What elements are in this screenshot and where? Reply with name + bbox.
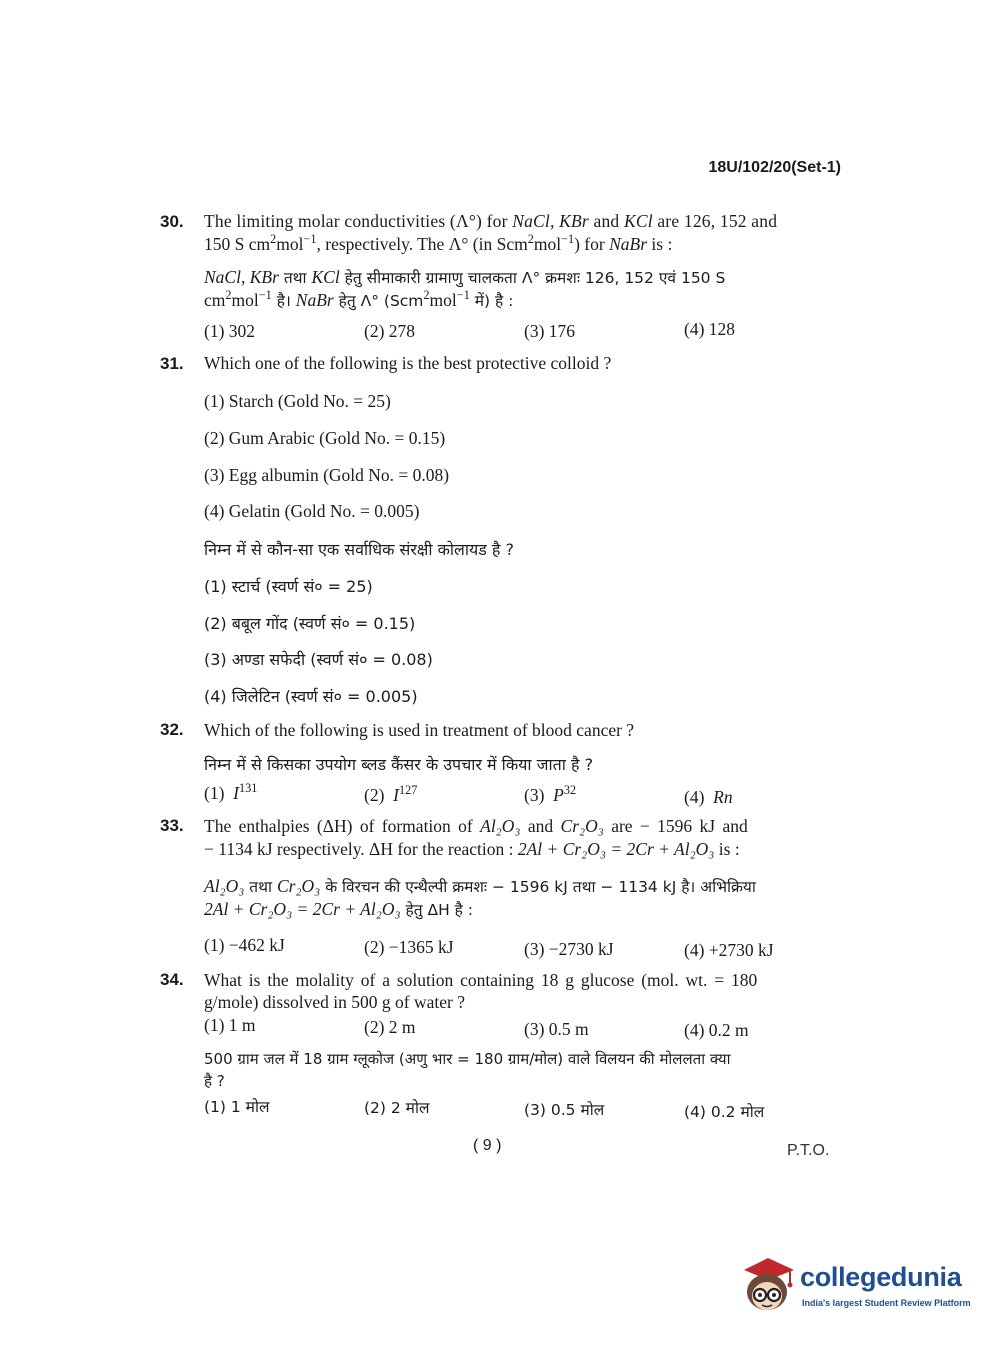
q34-english-line-1: What is the molality of a solution containing 18 g glucose (mol. wt. = 180 [204,970,758,990]
q30-english-line-1: The limiting molar conductivities (Λ°) for NaCl, KBr and KCl are 126, 152 and [204,211,778,231]
paper-code: 18U/102/20(Set-1) [708,159,841,176]
q34-option-en-1: (1) 1 m [204,1015,256,1035]
q31-option-en-3: (3) Egg albumin (Gold No. = 0.08) [204,465,450,485]
collegedunia-mascot-logo [738,1250,800,1316]
q30-option-2: (2) 278 [364,321,416,341]
q31-option-en-4: (4) Gelatin (Gold No. = 0.005) [204,501,420,521]
collegedunia-tagline: India's largest Student Review Platform [802,1298,971,1308]
q30-hindi-line-1: NaCl, KBr तथा KCl हेतु सीमाकारी ग्रामाणु चालकता Λ° क्रमशः 126, 152 एवं 150 S [204,267,726,287]
q31-option-hi-1: (1) स्टार्च (स्वर्ण सं० = 25) [204,577,373,596]
q33-hindi-line-1: Al₂O₃ तथा Cr₂O₃ के विरचन की एन्थैल्पी क्रमशः − 1596 kJ तथा − 1134 kJ है। अभिक्रिया [204,876,756,896]
q31-option-hi-2: (2) बबूल गोंद (स्वर्ण सं० = 0.15) [204,614,416,633]
q33-option-1: (1) −462 kJ [204,935,285,955]
q32-option-2: (2) $I^{127}$ [364,783,418,805]
q30-option-3: (3) 176 [524,321,576,341]
q30-hindi-line-2: $cm^2mol^{-1}$ है। NaBr हेतु Λ° (Scm$^2$mol$^{-1}$ में) है : [204,288,514,310]
q31-option-hi-3: (3) अण्डा सफेदी (स्वर्ण सं० = 0.08) [204,650,433,669]
q31-option-en-2: (2) Gum Arabic (Gold No. = 0.15) [204,428,446,448]
q34-hindi-line-2: है ? [204,1072,225,1090]
pto-label: P.T.O. [787,1142,830,1159]
q34-option-hi-2: (2) 2 मोल [364,1099,430,1117]
q34-option-hi-4: (4) 0.2 मोल [684,1103,765,1121]
q34-option-en-4: (4) 0.2 m [684,1020,749,1040]
q34-english-line-2: g/mole) dissolved in 500 g of water ? [204,992,465,1012]
q31-option-en-1: (1) Starch (Gold No. = 25) [204,391,391,411]
question-number-31: 31. [160,354,184,373]
collegedunia-watermark [738,1250,970,1322]
q31-hindi-question: निम्न में से कौन-सा एक सर्वाधिक संरक्षी कोलायड है ? [204,540,514,559]
q32-hindi-question: निम्न में से किसका उपयोग ब्लड कैंसर के उपचार में किया जाता है ? [204,755,594,774]
page-number: ( 9 ) [473,1137,502,1154]
q34-option-en-3: (3) 0.5 m [524,1019,589,1039]
q33-option-4: (4) +2730 kJ [684,940,774,960]
q32-option-1: (1) $I^{131}$ [204,781,258,803]
collegedunia-wordmark: collegedunia [800,1262,962,1292]
q34-option-hi-1: (1) 1 मोल [204,1098,270,1116]
q30-option-1: (1) 302 [204,321,256,341]
question-number-33: 33. [160,816,184,835]
q33-english-line-2: − 1134 kJ respectively. ΔH for the reaction : 2Al + Cr₂O₃ = 2Cr + Al₂O₃ is : [204,839,740,859]
q32-option-4: (4) Rn [684,787,733,807]
q31-option-hi-4: (4) जिलेटिन (स्वर्ण सं० = 0.005) [204,687,418,706]
q30-option-4: (4) 128 [684,319,736,339]
q32-english-question: Which of the following is used in treatment of blood cancer ? [204,720,635,740]
q34-hindi-line-1: 500 ग्राम जल में 18 ग्राम ग्लूकोज (अणु भार = 180 ग्राम/मोल) वाले विलयन की मोललता क्या [204,1050,731,1068]
q30-english-line-2: 150 S $cm^2mol^{-1}$, respectively. The Λ° (in Scm$^2$mol$^{-1}$) for NaBr is : [204,232,673,254]
q32-option-3: (3) $P^{32}$ [524,783,577,805]
q33-english-line-1: The enthalpies (ΔH) of formation of Al₂O₃ and Cr₂O₃ are − 1596 kJ and [204,816,748,836]
q33-option-3: (3) −2730 kJ [524,939,614,959]
question-number-30: 30. [160,212,184,231]
q33-option-2: (2) −1365 kJ [364,937,454,957]
q34-option-en-2: (2) 2 m [364,1017,416,1037]
q34-option-hi-3: (3) 0.5 मोल [524,1101,605,1119]
q31-english-question: Which one of the following is the best protective colloid ? [204,353,612,373]
q33-hindi-line-2: 2Al + Cr₂O₃ = 2Cr + Al₂O₃ हेतु ΔH है : [204,899,474,919]
question-number-34: 34. [160,970,184,989]
question-number-32: 32. [160,720,184,739]
